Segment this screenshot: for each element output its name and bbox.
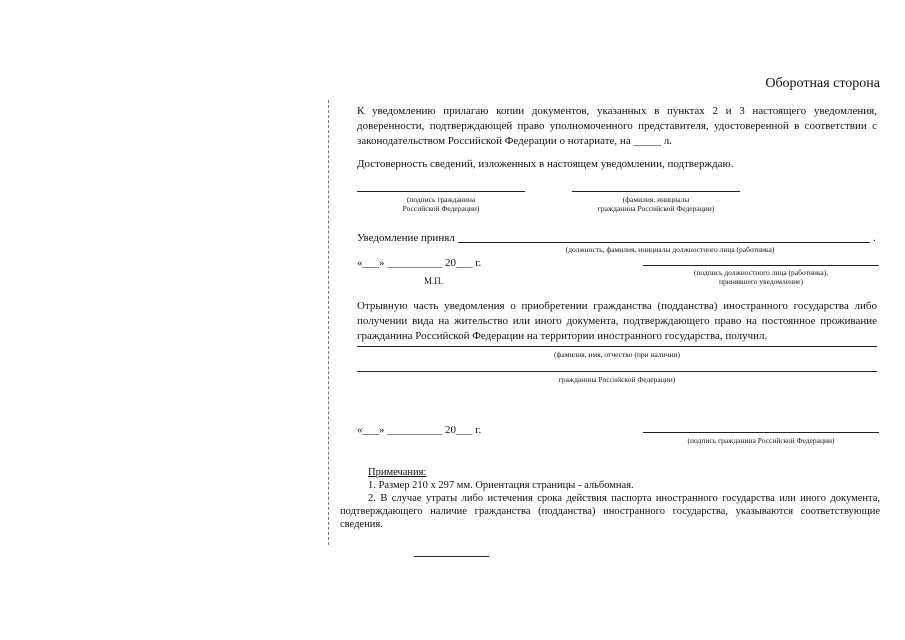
- seal-place-label: М.П.: [424, 276, 444, 286]
- notes-block: [340, 466, 880, 531]
- tear-off-received-paragraph: Отрывную часть уведомления о приобретении гражданства (подданства) иностранного государства либо получении вида на жительство или иного документа, подтверждающего право на постоянное проживание гражданина Российской Федерации на территории иностранного государства, получил.: [357, 300, 877, 342]
- note-item-2: 2. В случае утраты либо истечения срока действия паспорта иностранного государства или иного документа, подтверждающего наличие гражданства (подданства) иностранного государства, указываются соответствующие сведения.: [340, 493, 880, 530]
- received-by-label: Уведомление принял: [357, 232, 455, 244]
- sheets-suffix: л.: [660, 135, 672, 147]
- official-signature-line[interactable]: [643, 265, 879, 266]
- citizen-date-field[interactable]: «___» __________ 20___ г.: [357, 424, 482, 436]
- confirmation-text: Достоверность сведений, изложенных в настоящем уведомлении, подтверждаю.: [357, 158, 734, 170]
- official-name-line[interactable]: [458, 242, 870, 243]
- citizen-name-line[interactable]: [572, 191, 740, 192]
- footnote-separator: [414, 556, 489, 557]
- citizen-final-signature-caption: (подпись гражданина Российской Федерации): [687, 436, 835, 445]
- official-date-field[interactable]: «___» __________ 20___ г.: [357, 257, 482, 269]
- note-item-1: 1. Размер 210 х 297 мм. Ориентация страницы - альбомная.: [368, 480, 634, 491]
- citizen-final-signature-line[interactable]: [643, 432, 879, 433]
- citizen-name-caption: (фамилия, инициалы гражданина Российской Федерации): [597, 195, 715, 213]
- citizen-fullname-caption-2: гражданина Российской Федерации): [558, 375, 676, 384]
- citizen-fullname-line[interactable]: [357, 346, 877, 347]
- attachments-paragraph: [357, 104, 877, 149]
- received-by-period: .: [873, 232, 876, 244]
- notes-heading: Примечания:: [368, 467, 427, 478]
- page-side-title: Оборотная сторона: [765, 76, 880, 91]
- attachments-text: К уведомлению прилагаю копии документов, указанных в пунктах 2 и 3 настоящего уведомления, доверенности, подтверждающей право уполномоченного представителя, удостоверенной в соответствии с законодательством Российской Федерации о нотариате, на: [357, 105, 877, 147]
- citizen-fullname-line-2[interactable]: [357, 371, 877, 372]
- sheets-count-blank[interactable]: _____: [633, 135, 661, 147]
- citizen-signature-line[interactable]: [357, 191, 525, 192]
- citizen-fullname-caption: (фамилия, имя, отчество (при наличии): [554, 350, 680, 359]
- tear-off-dashed-line: [328, 100, 329, 545]
- official-name-caption: (должность, фамилия, инициалы должностного лица (работника): [565, 245, 775, 254]
- official-signature-caption: (подпись должностного лица (работника), принявшего уведомление): [693, 268, 829, 286]
- citizen-signature-caption: (подпись гражданина Российской Федерации): [402, 195, 480, 213]
